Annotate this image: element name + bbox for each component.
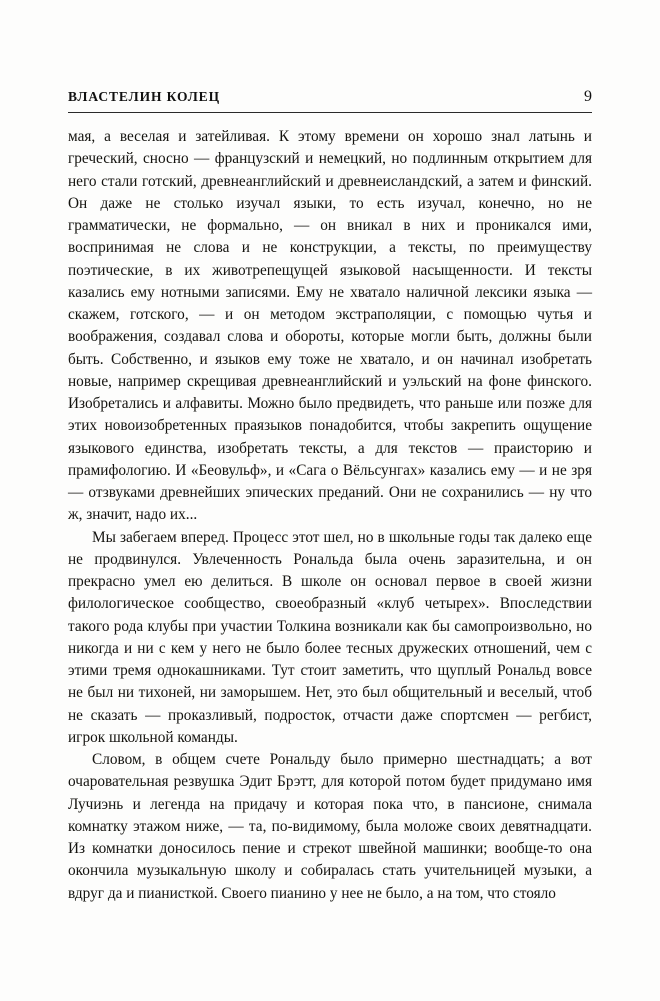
paragraph: Мы забегаем вперед. Процесс этот шел, но в школьные годы так далеко еще не продвинулся. Увлеченность Рональда была очень заразительна, и он прекрасно умел ею делиться. В школе он основал первое в своей жизни филологическое сообщество, своеобразный «клуб четырех». Впоследствии такого рода клубы при участии Толкина возникали как бы самопроизвольно, но никогда и ни с кем у него не было более тесных дружеских отношений, чем с этими тремя однокашниками. Тут стоит заметить, что щуплый Рональд вовсе не был ни тихоней, ни заморышем. Нет, это был общительный и веселый, чтоб не сказать — проказливый, подросток, отчасти даже спортсмен — регбист, игрок школьной команды. [68,528,592,746]
body-text [68,126,592,905]
header-divider [68,112,592,113]
running-head-title: ВЛАСТЕЛИН КОЛЕЦ [68,89,220,104]
paragraph: мая, а веселая и затейливая. К этому времени он хорошо знал латынь и греческий, сносно — французский и немецкий, но подлинным открытием для него стали готский, древнеанглийский и древнеисландский, а затем и финский. Он даже не столько изучал языки, то есть изучал, конечно, но не грамматически, не формально, — он вникал в них и проникался ими, воспринимая не слова и не конструкции, а тексты, по преимуществу поэтические, в их животрепещущей языковой насыщенности. И тексты казались ему нотными записями. Ему не хватало наличной лексики языка — скажем, готского, — и он методом экстраполяции, с помощью чутья и воображения, создавал слова и обороты, которые могли быть, должны были быть. Собственно, и языков ему тоже не хватало, и он начинал изобретать новые, например скрещивая древнеанглийский и уэльский на фоне финского. Изобретались и алфавиты. Можно было предвидеть, что раньше или позже для этих новоизобретенных праязыков понадобится, чтобы закрепить ощущение языкового единства, изобретать тексты, а для текстов — праисторию и прамифологию. И «Беовульф», и «Сага о Вёльсунгах» казались ему — и не зря — отзвуками древнейших эпических преданий. Они не сохранились — ну что ж, значит, надо их... [68,128,592,524]
running-head [68,88,592,106]
page-number: 9 [584,88,592,105]
paragraph: Словом, в общем счете Рональду было примерно шестнадцать; а вот очаровательная резвушка Эдит Брэтт, для которой потом будет придумано имя Лучиэнь и легенда на придачу и которая пока что, в пансионе, снимала комнатку этажом ниже, — та, по-видимому, была моложе своих девятнадцати. Из комнатки доносилось пение и стрекот швейной машинки; вообще-то она окончила музыкальную школу и собиралась стать учительницей музыки, а вдруг да и пианисткой. Своего пианино у нее не было, а на том, что стояло [68,751,592,902]
